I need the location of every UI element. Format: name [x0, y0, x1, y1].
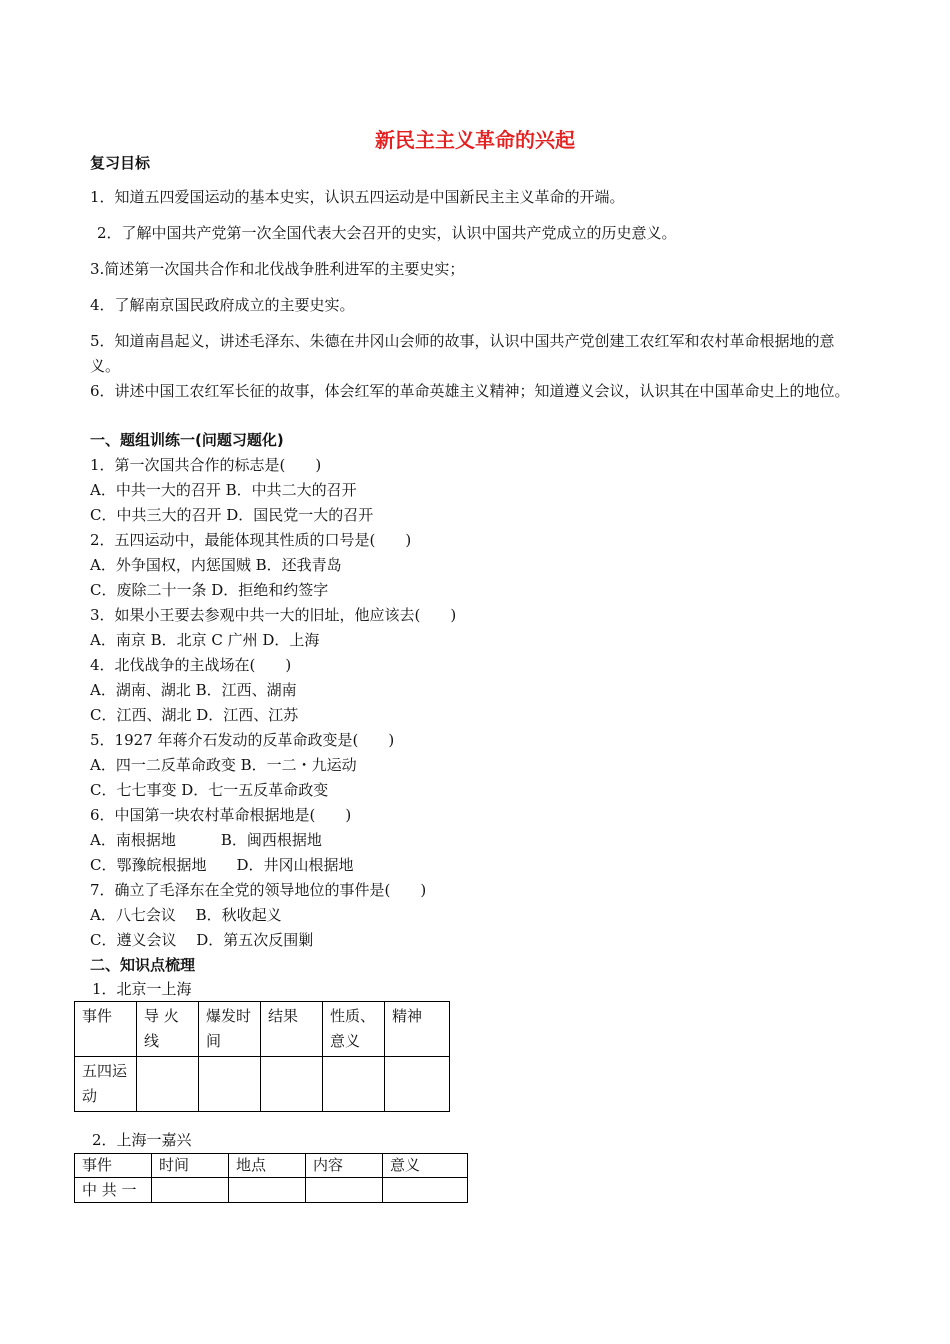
objective-item: 4．了解南京国民政府成立的主要史实。: [90, 296, 355, 314]
table-cell: [261, 1057, 323, 1112]
question-line: A．湖南、湖北 B．江西、湖南: [90, 681, 297, 699]
question-line: A．南京 B．北京 C 广州 D．上海: [90, 631, 320, 649]
question-line: A．八七会议 B．秋收起义: [90, 906, 282, 924]
question-line: A．外争国权，内惩国贼 B．还我青岛: [90, 556, 342, 574]
table-row: [75, 1178, 468, 1203]
question-line: C．江西、湖北 D．江西、江苏: [90, 706, 299, 724]
question-line: C．遵义会议 D．第五次反围剿: [90, 931, 314, 949]
table-may-fourth: [74, 1001, 450, 1112]
table-header-cell: 事件: [75, 1154, 152, 1178]
question-line: 5．1927 年蒋介石发动的反革命政变是( ): [90, 731, 395, 749]
table-header-cell: 结果: [261, 1002, 323, 1057]
subheading-shanghai-jiaxing: 2．上海一嘉兴: [92, 1131, 192, 1149]
table-cell: 中 共 一: [75, 1178, 152, 1203]
objective-item: 3.简述第一次国共合作和北伐战争胜利进军的主要史实；: [90, 260, 465, 278]
table-header-cell: 时间: [152, 1154, 229, 1178]
objective-item: 5．知道南昌起义，讲述毛泽东、朱德在井冈山会师的故事，认识中国共产党创建工农红军和农村革命根据地的意义。: [90, 332, 835, 375]
table-header-cell: 导 火线: [137, 1002, 199, 1057]
table-cell: [137, 1057, 199, 1112]
question-line: A．南根据地 B．闽西根据地: [90, 831, 322, 849]
table-header-cell: 地点: [229, 1154, 306, 1178]
table-header-cell: 性质、意义: [323, 1002, 385, 1057]
objective-item: 6．讲述中国工农红军长征的故事，体会红军的革命英雄主义精神；知道遵义会议，认识其在中国革命史上的地位。: [90, 382, 850, 400]
question-line: C．鄂豫皖根据地 D．井冈山根据地: [90, 856, 354, 874]
table-first-congress: [74, 1153, 468, 1203]
table-cell: [199, 1057, 261, 1112]
table-cell: [383, 1178, 468, 1203]
objective-item: 2．了解中国共产党第一次全国代表大会召开的史实，认识中国共产党成立的历史意义。: [97, 224, 677, 242]
table-header-cell: 意义: [383, 1154, 468, 1178]
table-cell: [323, 1057, 385, 1112]
table-cell: [229, 1178, 306, 1203]
question-line: C．中共三大的召开 D．国民党一大的召开: [90, 506, 374, 524]
question-line: C．七七事变 D．七一五反革命政变: [90, 781, 329, 799]
table-header-row: [75, 1154, 468, 1178]
question-line: C．废除二十一条 D．拒绝和约签字: [90, 581, 329, 599]
page-title: 新民主主义革命的兴起: [375, 128, 575, 152]
objectives-heading: 复习目标: [90, 154, 151, 172]
question-line: 3．如果小王要去参观中共一大的旧址，他应该去( ): [90, 606, 457, 624]
question-line: A．中共一大的召开 B．中共二大的召开: [90, 481, 357, 499]
question-line: 4．北伐战争的主战场在( ): [90, 656, 292, 674]
section2-heading: 二、知识点梳理: [90, 956, 196, 974]
question-line: A．四一二反革命政变 B．一二・九运动: [90, 756, 357, 774]
question-line: 2．五四运动中，最能体现其性质的口号是( ): [90, 531, 412, 549]
table-cell: [385, 1057, 450, 1112]
table-cell: 五四运动: [75, 1057, 137, 1112]
question-line: 6．中国第一块农村革命根据地是( ): [90, 806, 352, 824]
table-cell: [152, 1178, 229, 1203]
question-line: 1．第一次国共合作的标志是( ): [90, 456, 322, 474]
table-row: [75, 1057, 450, 1112]
table-header-row: [75, 1002, 450, 1057]
objective-item: 1．知道五四爱国运动的基本史实，认识五四运动是中国新民主主义革命的开端。: [90, 188, 625, 206]
section1-heading: 一、题组训练一(问题习题化): [90, 431, 284, 449]
table-header-cell: 内容: [306, 1154, 383, 1178]
table-header-cell: 事件: [75, 1002, 137, 1057]
subheading-beijing-shanghai: 1．北京一上海: [92, 980, 192, 998]
question-line: 7．确立了毛泽东在全党的领导地位的事件是( ): [90, 881, 427, 899]
table-cell: [306, 1178, 383, 1203]
table-header-cell: 爆发时间: [199, 1002, 261, 1057]
table-header-cell: 精神: [385, 1002, 450, 1057]
